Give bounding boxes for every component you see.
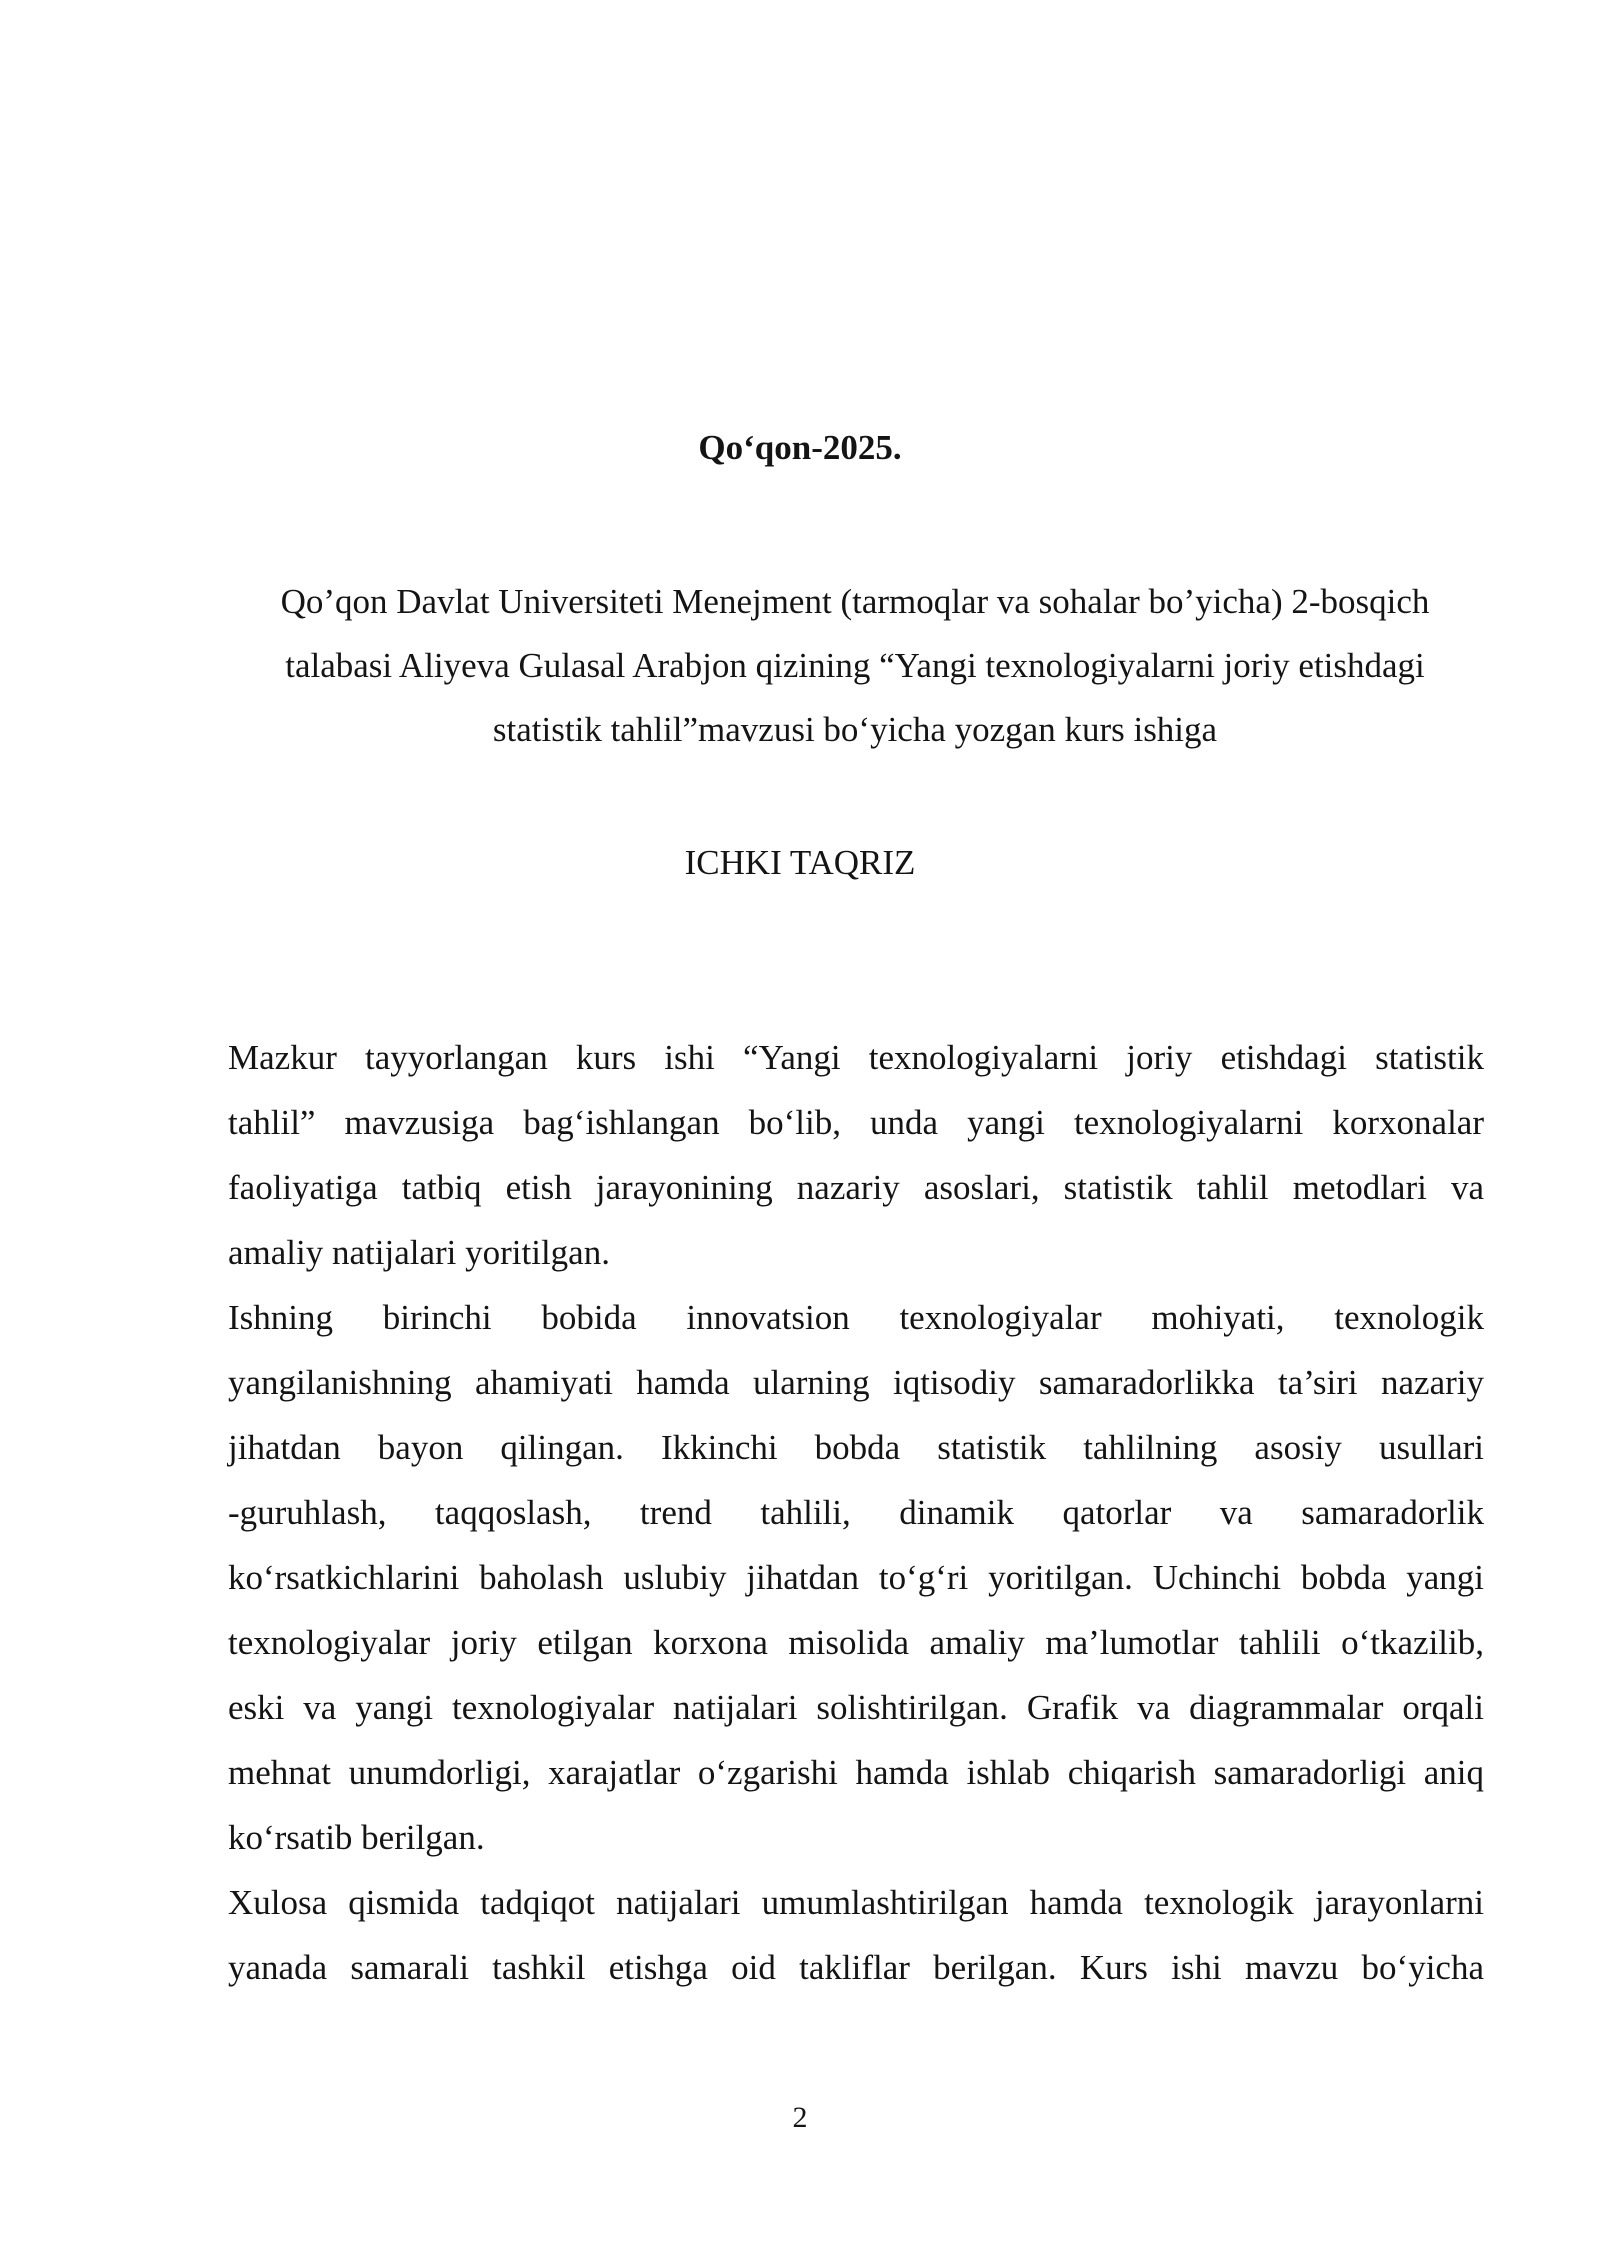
paragraph-line: Xulosa qismida tadqiqot natijalari umumlashtirilgan hamda texnologik jarayonlarni — [228, 1883, 1484, 1922]
intro-line: Qo’qon Davlat Universiteti Menejment (tarmoqlar va sohalar bo’yicha) 2-bosqich — [280, 582, 1430, 621]
paragraph-line: yanada samarali tashkil etishga oid takliflar berilgan. Kurs ishi mavzu bo‘yicha — [228, 1948, 1484, 1987]
intro-line: statistik tahlil”mavzusi bo‘yicha yozgan kurs ishiga — [492, 710, 1218, 749]
intro-line: talabasi Aliyeva Gulasal Arabjon qizining “Yangi texnologiyalarni joriy etishdagi — [285, 646, 1425, 685]
paragraph-line: eski va yangi texnologiyalar natijalari solishtirilgan. Grafik va diagrammalar orqali — [228, 1688, 1484, 1727]
review-heading: ICHKI TAQRIZ — [684, 843, 916, 882]
city-year-title: Qo‘qon-2025. — [698, 428, 902, 467]
paragraph-line: -guruhlash, taqqoslash, trend tahlili, dinamik qatorlar va samaradorlik — [228, 1493, 1484, 1532]
paragraph-line: ko‘rsatib berilgan. — [228, 1818, 485, 1857]
paragraph-line: ko‘rsatkichlarini baholash uslubiy jihatdan to‘g‘ri yoritilgan. Uchinchi bobda yangi — [228, 1558, 1484, 1597]
paragraph-line: texnologiyalar joriy etilgan korxona misolida amaliy ma’lumotlar tahlili o‘tkazilib, — [228, 1623, 1484, 1662]
paragraph-line: mehnat unumdorligi, xarajatlar o‘zgarishi hamda ishlab chiqarish samaradorligi aniq — [228, 1753, 1484, 1792]
page-number: 2 — [792, 2101, 808, 2134]
paragraph-line: faoliyatiga tatbiq etish jarayonining nazariy asoslari, statistik tahlil metodlari va — [228, 1168, 1484, 1207]
paragraph-line: Ishning birinchi bobida innovatsion texnologiyalar mohiyati, texnologik — [228, 1298, 1484, 1337]
paragraph-line: Mazkur tayyorlangan kurs ishi “Yangi texnologiyalarni joriy etishdagi statistik — [228, 1038, 1484, 1077]
paragraph-line: amaliy natijalari yoritilgan. — [228, 1233, 610, 1272]
paragraph-line: yangilanishning ahamiyati hamda ularning iqtisodiy samaradorlikka ta’siri nazariy — [228, 1363, 1484, 1402]
review-subject-intro — [210, 570, 1500, 762]
paragraph-line: tahlil” mavzusiga bag‘ishlangan bo‘lib, unda yangi texnologiyalarni korxonalar — [228, 1103, 1484, 1142]
paragraph-line: jihatdan bayon qilingan. Ikkinchi bobda statistik tahlilning asosiy usullari — [228, 1428, 1484, 1467]
review-body — [228, 1025, 1484, 2000]
